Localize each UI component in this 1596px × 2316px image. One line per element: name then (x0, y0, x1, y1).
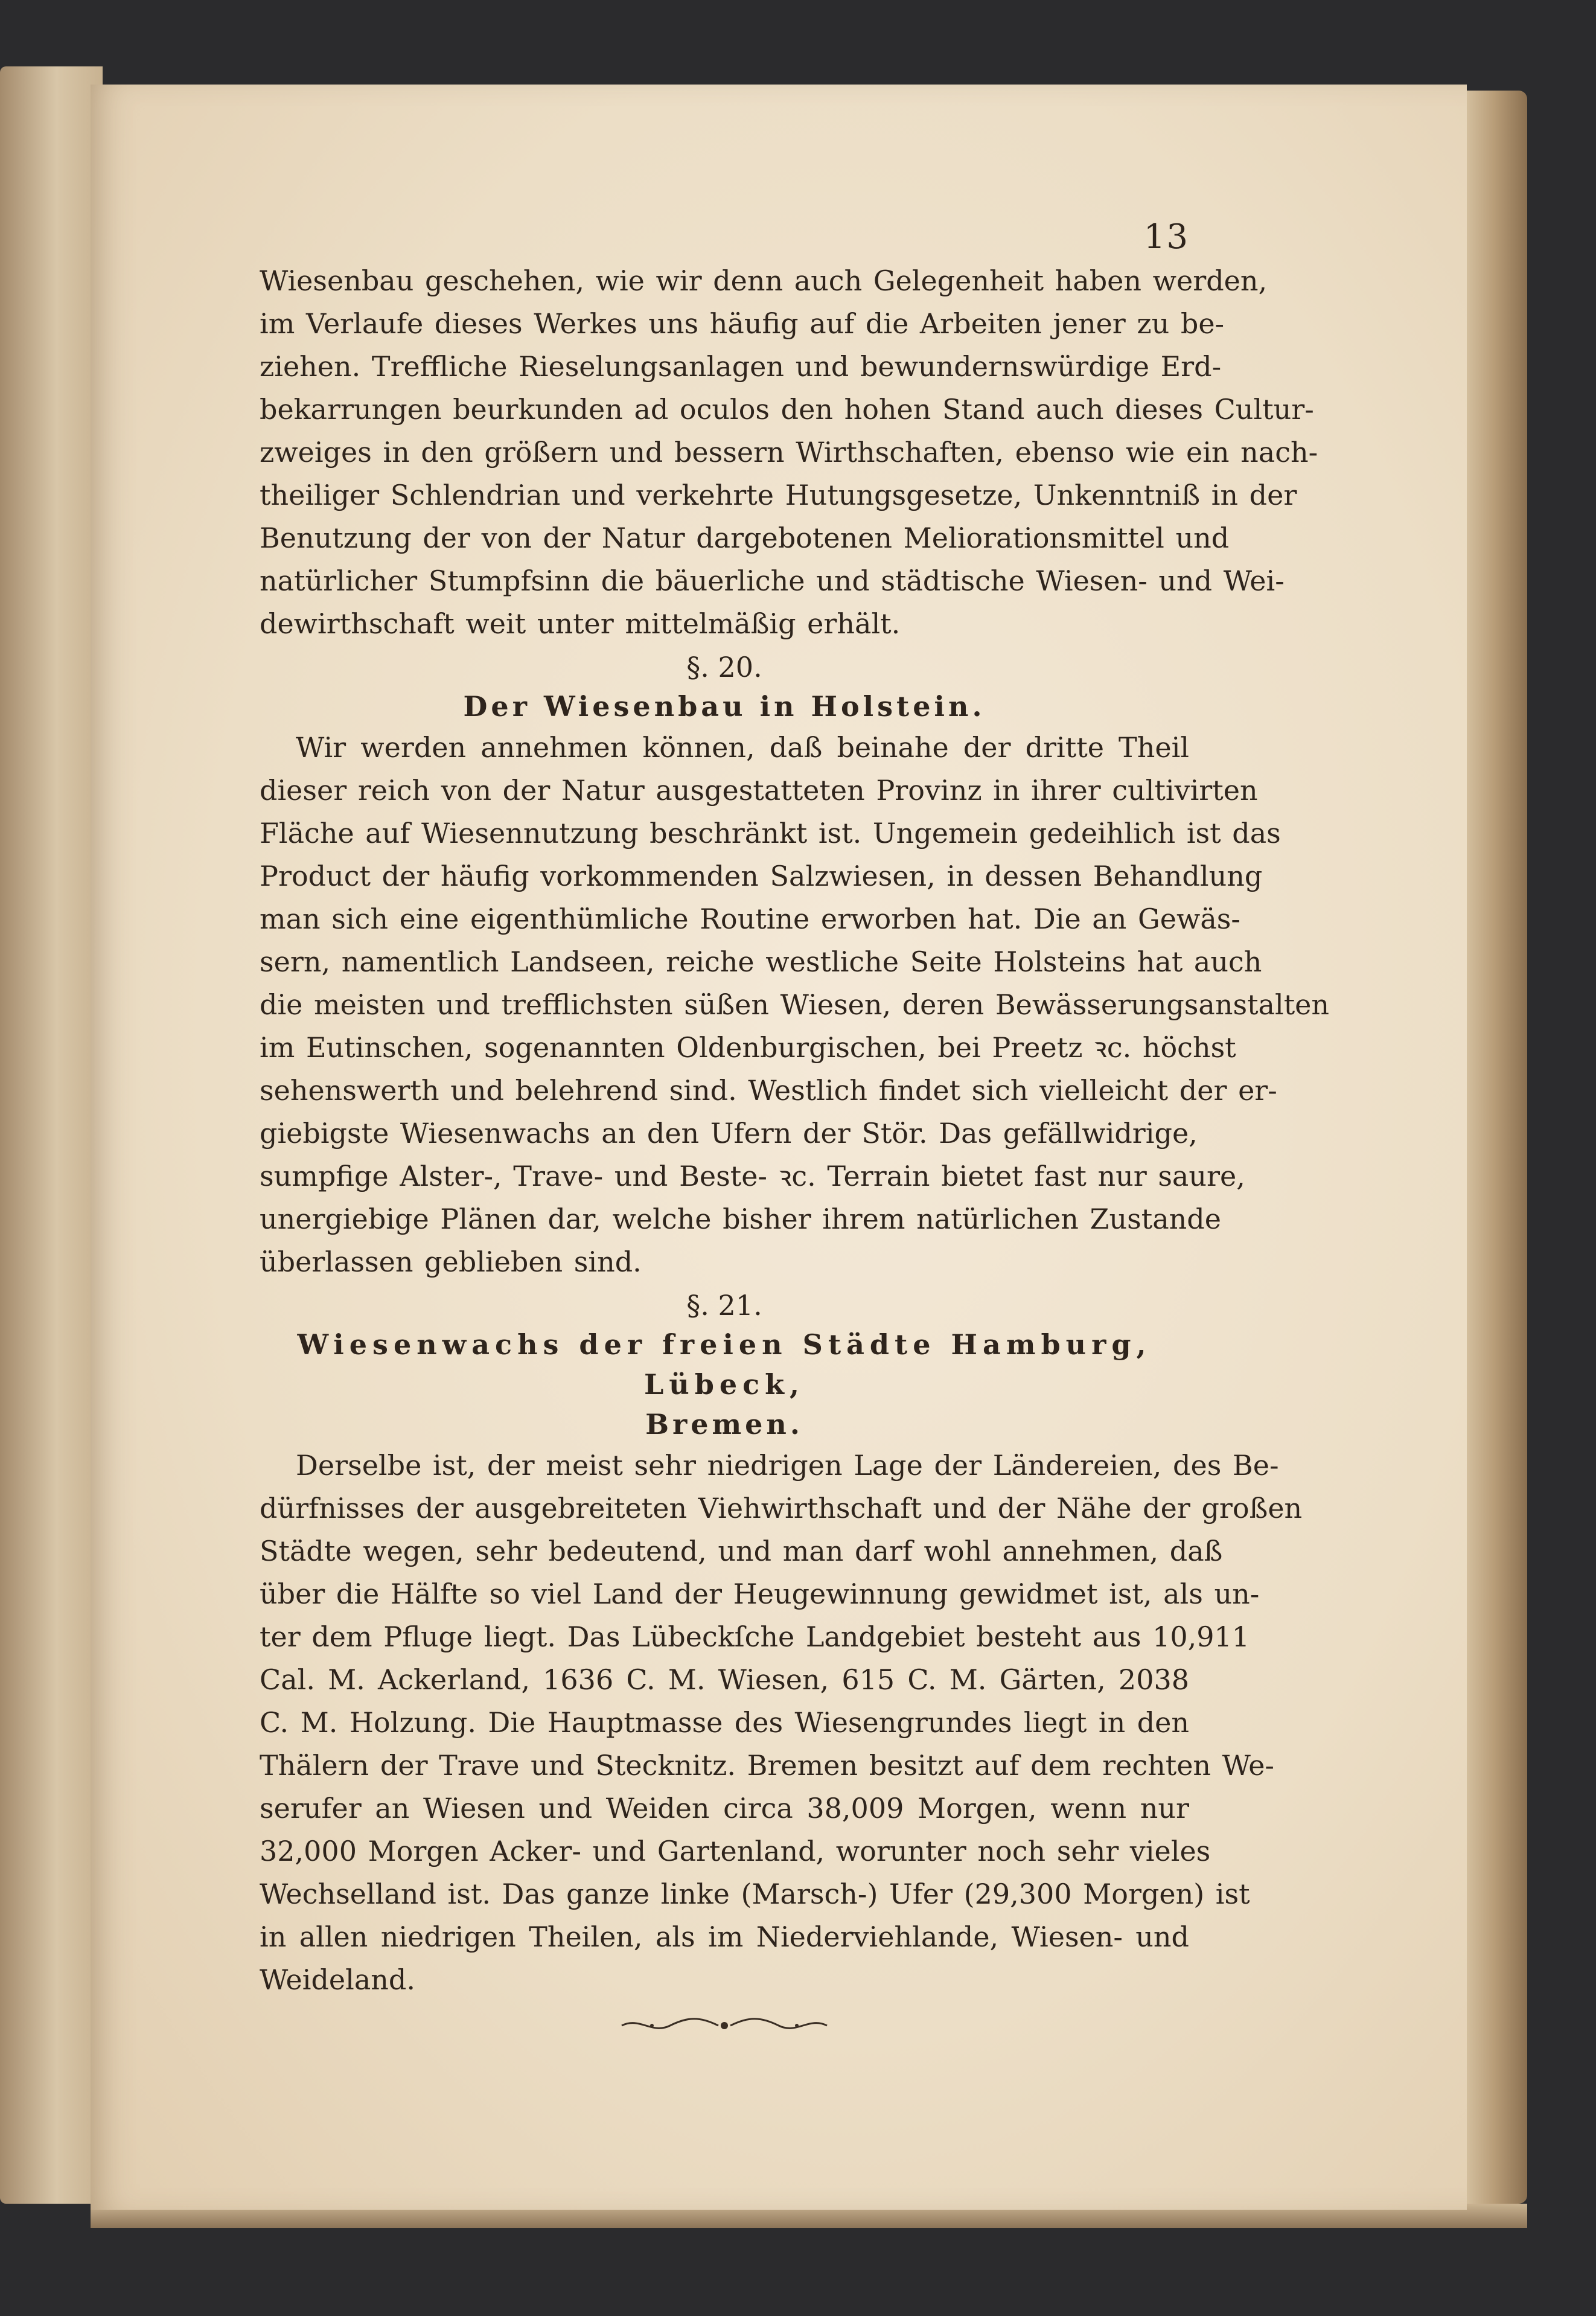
text-line: Cal. M. Ackerland, 1636 C. M. Wiesen, 615 C. M. Gärten, 2038 (260, 1663, 1189, 1696)
text-line: Thälern der Trave und Stecknitz. Bremen besitzt auf dem rechten We- (260, 1749, 1274, 1782)
text-line: bekarrungen beurkunden ad oculos den hohen Stand auch dieses Cultur- (260, 393, 1314, 426)
page-content (260, 211, 1330, 2040)
text-line: sehenswerth und belehrend sind. Westlich findet sich vielleicht der er- (260, 1074, 1277, 1107)
section-title: Der Wiesenbau in Holstein. (463, 690, 986, 723)
text-line: im Eutinschen, sogenannten Oldenburgischen, bei Preetz ꝛc. höchst (260, 1031, 1236, 1064)
section-number: §. 20. (686, 651, 762, 683)
text-line: ter dem Pfluge liegt. Das Lübeckſche Landgebiet besteht aus 10,911 (260, 1620, 1250, 1653)
text-line: Wir werden annehmen können, daß beinahe der dritte Theil (296, 731, 1189, 764)
page-stack-right-edge (1461, 91, 1527, 2204)
text-line: 32,000 Morgen Acker- und Gartenland, worunter noch sehr vieles (260, 1835, 1211, 1867)
text-line: über die Hälfte so viel Land der Heugewinnung gewidmet ist, als un- (260, 1578, 1260, 1610)
page-number: 13 (1143, 217, 1189, 257)
text-line: man sich eine eigenthümliche Routine erworben hat. Die an Gewäs- (260, 903, 1240, 935)
text-line: überlassen geblieben sind. (260, 1246, 642, 1278)
text-line: dieser reich von der Natur ausgestatteten Provinz in ihrer cultivirten (260, 774, 1258, 807)
text-line: natürlicher Stumpfsinn die bäuerliche und städtische Wiesen- und Wei- (260, 565, 1285, 597)
end-ornament (260, 2014, 1189, 2040)
text-line: theiliger Schlendrian und verkehrte Hutungsgesetze, Unkenntniß in der (260, 479, 1297, 511)
text-line: Derselbe ist, der meist sehr niedrigen Lage der Ländereien, des Be- (296, 1449, 1279, 1482)
paragraph-section-20 (260, 726, 1330, 1284)
text-line: sern, namentlich Landseen, reiche westliche Seite Holsteins hat auch (260, 945, 1262, 978)
paragraph-section-21 (260, 1444, 1303, 2001)
ornament-flourish-icon (616, 2014, 833, 2038)
text-line: giebigste Wiesenwachs an den Ufern der Stör. Das gefällwidrige, (260, 1117, 1198, 1150)
section-number: §. 21. (686, 1289, 762, 1322)
text-line: unergiebige Plänen dar, welche bisher ihrem natürlichen Zustande (260, 1203, 1221, 1235)
section-title: Wiesenwachs der freien Städte Hamburg, Lübeck, (297, 1328, 1152, 1401)
book-left-edge (0, 66, 103, 2204)
text-line: zweiges in den größern und bessern Wirthschaften, ebenso wie ein nach- (260, 436, 1318, 469)
text-line: Weideland. (260, 1963, 415, 1996)
text-line: Wechselland ist. Das ganze linke (Marsch-) Ufer (29,300 Morgen) ist (260, 1878, 1250, 1910)
text-line: die meisten und trefflichsten süßen Wiesen, deren Bewässerungsanstalten (260, 988, 1330, 1021)
text-line: sumpfige Alster-, Trave- und Beste- ꝛc. Terrain bietet fast nur saure, (260, 1160, 1245, 1192)
text-line: serufer an Wiesen und Weiden circa 38,009 Morgen, wenn nur (260, 1792, 1189, 1825)
text-line: Benutzung der von der Natur dargebotenen Meliorationsmittel und (260, 522, 1230, 554)
section-title-continued: Bremen. (645, 1408, 803, 1441)
text-line: Wiesenbau geschehen, wie wir denn auch Gelegenheit haben werden, (260, 264, 1268, 297)
text-line: ziehen. Treffliche Rieselungsanlagen und bewundernswürdige Erd- (260, 350, 1222, 383)
text-line: in allen niedrigen Theilen, als im Niederviehlande, Wiesen- und (260, 1921, 1189, 1953)
text-line: Städte wegen, sehr bedeutend, und man darf wohl annehmen, daß (260, 1535, 1223, 1567)
text-line: dürfnisses der ausgebreiteten Viehwirthschaft und der Nähe der großen (260, 1492, 1303, 1524)
text-line: Fläche auf Wiesennutzung beschränkt ist. Ungemein gedeihlich ist das (260, 817, 1281, 849)
text-line: im Verlaufe dieses Werkes uns häufig auf die Arbeiten jener zu be- (260, 307, 1225, 340)
text-line: C. M. Holzung. Die Hauptmasse des Wiesengrundes liegt in den (260, 1706, 1189, 1739)
text-line: Product der häufig vorkommenden Salzwiesen, in dessen Behandlung (260, 860, 1263, 892)
text-line: dewirthschaft weit unter mittelmäßig erhält. (260, 607, 901, 640)
paragraph-intro (260, 260, 1318, 645)
